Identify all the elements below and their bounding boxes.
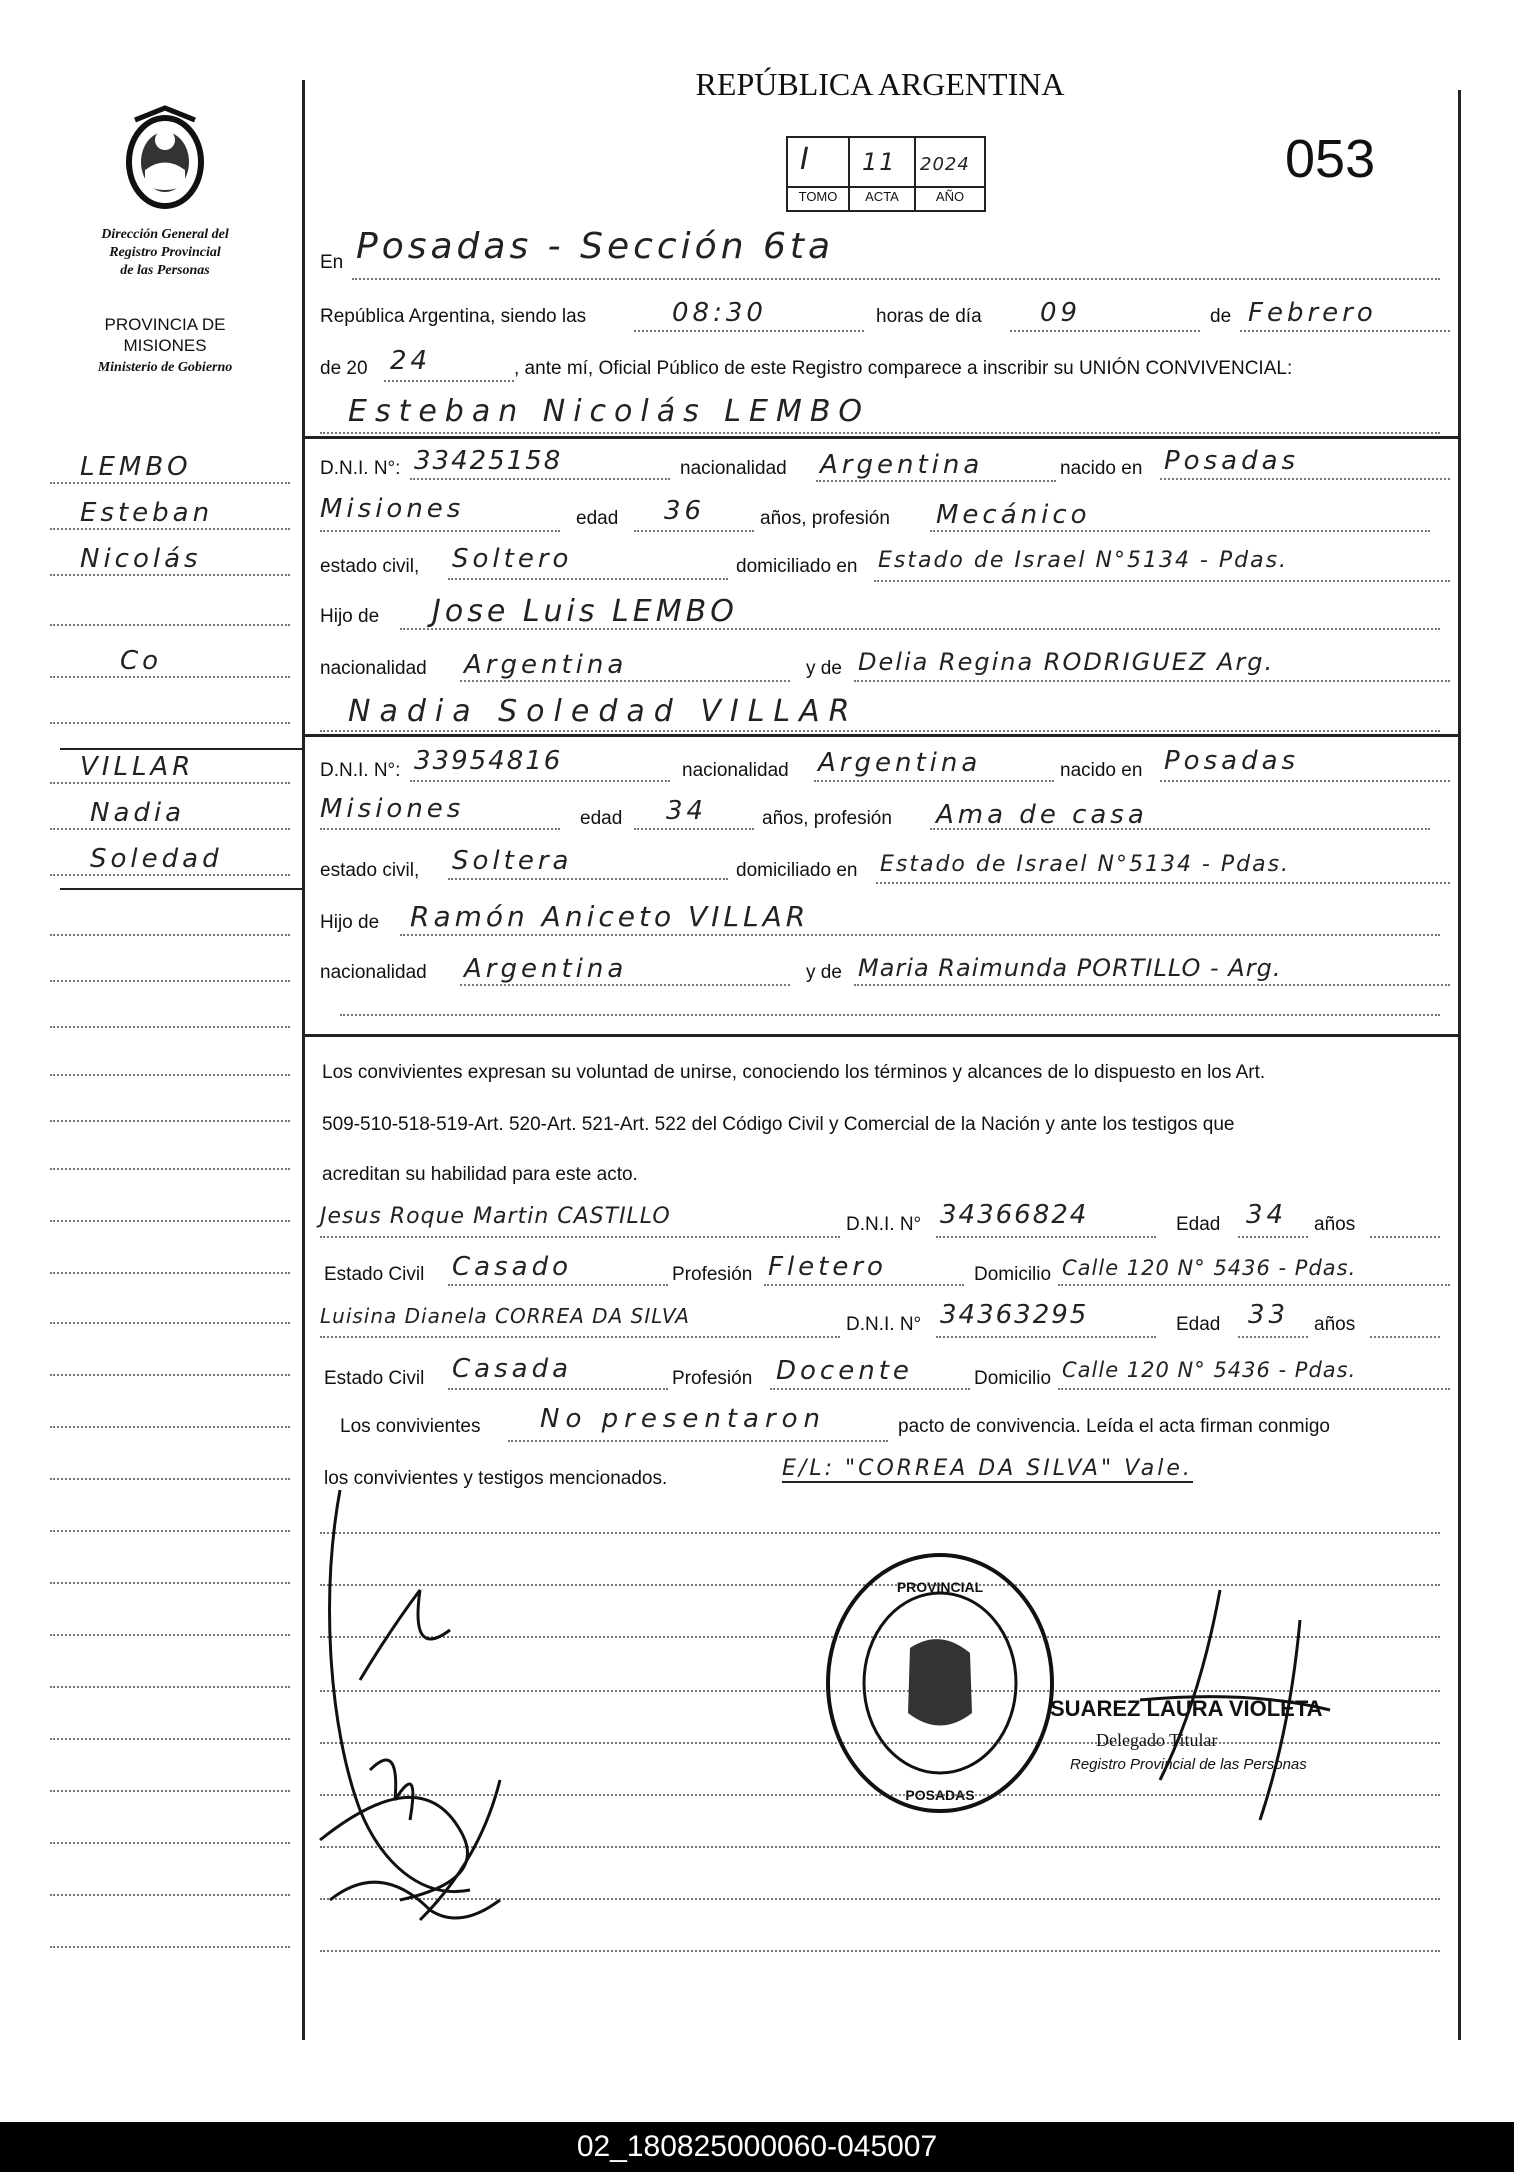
person2-edad-label: edad [580,808,623,829]
person1-mother: Delia Regina RODRIGUEZ Arg. [858,648,1275,676]
tomo-acta-ano-box [786,136,986,212]
person2-address: Estado de Israel N°5134 - Pdas. [880,852,1291,877]
person1-birthplace: Posadas [1164,446,1300,476]
acta-value: 11 [862,148,897,176]
footer-bar [0,2122,1514,2172]
declaration-line3: acreditan su habilidad para este acto. [322,1164,638,1185]
day-field: 09 [1040,298,1082,328]
witness2-dni-label: D.N.I. N° [846,1314,922,1335]
witness1-age: 34 [1246,1200,1288,1230]
person1-age: 36 [664,496,706,526]
witness2-edad-label: Edad [1176,1314,1221,1335]
person1-birthplace2: Misiones [320,494,465,524]
acta-label: ACTA [865,189,899,204]
hour-field: 08:30 [672,298,767,328]
ano-value: 2024 [920,154,970,175]
person2-nac-label: nacionalidad [682,760,789,781]
closing-pact-value: No presentaron [540,1404,827,1434]
person2-father: Ramón Aniceto VILLAR [410,900,810,933]
person2-nationality: Argentina [818,748,982,778]
place-field: Posadas - Sección 6ta [356,226,835,267]
witness2-profession: Docente [776,1356,913,1386]
footer-code: 02_180825000060-045007 [576,2130,938,2163]
person1-profession: Mecánico [936,500,1091,530]
witness1-dni: 34366824 [940,1200,1089,1230]
person1-address: Estado de Israel N°5134 - Pdas. [878,548,1289,573]
witness2-age: 33 [1248,1300,1290,1330]
official-signature [1100,1580,1400,1840]
country-title: REPÚBLICA ARGENTINA [695,66,1065,102]
person2-civil-status: Soltera [452,846,573,876]
official-name: SUAREZ LAURA VIOLETA [1050,1696,1323,1721]
province-line1: PROVINCIA DE [104,315,226,334]
person1-anos-prof-label: años, profesión [760,508,890,529]
horas-label: horas de día [876,306,982,327]
person1-full-name: Esteban Nicolás LEMBO [348,394,871,429]
person1-y-de-label: y de [806,658,842,679]
person2-divider [302,734,1458,737]
sidebar-party1-line3: Nicolás [80,544,202,574]
person1-hijo-label: Hijo de [320,606,380,627]
person2-father-nationality: Argentina [464,954,628,984]
person2-father-nat-label: nacionalidad [320,962,427,983]
month-field: Febrero [1248,298,1377,328]
republica-label: República Argentina, siendo las [320,306,587,327]
right-margin-rule [1458,90,1461,2040]
sidebar-divider [60,748,302,750]
witness1-prof-label: Profesión [672,1264,753,1285]
person1-divider [302,436,1458,439]
witness2-dni: 34363295 [940,1300,1089,1330]
person1-nac-label: nacionalidad [680,458,787,479]
person1-nacido-label: nacido en [1060,458,1143,479]
sidebar-party2-line3: Soledad [90,844,223,874]
agency-line3: de las Personas [120,263,210,278]
person2-full-name: Nadia Soledad VILLAR [348,694,859,729]
year-field: 24 [390,346,432,376]
person1-nationality: Argentina [820,450,984,480]
witness2-estado-label: Estado Civil [324,1368,425,1389]
tomo-label: TOMO [798,189,838,204]
province-name [60,314,270,356]
province-emblem [115,100,215,220]
province-line2: MISIONES [123,336,207,355]
ministry-name: Ministerio de Gobierno [97,360,233,375]
person2-birthplace: Posadas [1164,746,1300,776]
witness2-anos-label: años [1314,1314,1356,1335]
sidebar-party1-line1: LEMBO [80,452,192,482]
witness1-dom-label: Domicilio [974,1264,1052,1285]
person1-civil-status: Soltero [452,544,573,574]
person2-profession: Ama de casa [936,800,1148,830]
registry-stamp [820,1548,1060,1818]
person2-hijo-label: Hijo de [320,912,380,933]
person2-anos-prof-label: años, profesión [762,808,892,829]
person1-father-nat-label: nacionalidad [320,658,427,679]
svg-text:POSADAS: POSADAS [905,1787,975,1803]
signatures-scribble [300,1480,600,1940]
sidebar-party2-line2: Nadia [90,798,186,828]
svg-text:PROVINCIAL: PROVINCIAL [896,1579,984,1595]
witness1-dni-label: D.N.I. N° [846,1214,922,1235]
ano-label: AÑO [935,189,965,204]
sidebar-party2-line1: VILLAR [80,752,195,782]
person1-father-nationality: Argentina [464,650,628,680]
declaration-line1: Los convivientes expresan su voluntad de unirse, conociendo los términos y alcances de lo dispuesto en los Art. [322,1062,1266,1083]
witness1-name: Jesus Roque Martin CASTILLO [320,1204,671,1229]
en-label: En [320,252,344,273]
witness2-name: Luisina Dianela CORREA DA SILVA [320,1304,690,1328]
agency-name [60,226,270,280]
witness2-civil-status: Casada [452,1354,573,1384]
closing-line2: los convivientes y testigos mencionados. [324,1468,668,1489]
agency-line1: Dirección General del [101,227,229,242]
person2-mother: Maria Raimunda PORTILLO - Arg. [858,954,1282,982]
closing-pact-text: pacto de convivencia. Leída el acta firman conmigo [898,1416,1330,1437]
agency-line2: Registro Provincial [109,245,221,260]
person2-birthplace2: Misiones [320,794,465,824]
person2-dni-label: D.N.I. N°: [320,760,401,781]
tomo-value: I [800,142,813,177]
act-number: 053 [1285,129,1376,189]
witness2-prof-label: Profesión [672,1368,753,1389]
witness1-estado-label: Estado Civil [324,1264,425,1285]
person1-father: Jose Luis LEMBO [432,594,738,629]
sidebar-party1-line5: Co [120,646,163,676]
official-org: Registro Provincial de las Personas [1070,1756,1307,1773]
person1-edad-label: edad [576,508,619,529]
sidebar-party1-line2: Esteban [80,498,214,528]
de-label: de [1210,306,1232,327]
person2-domic-label: domiciliado en [736,860,858,881]
person2-age: 34 [666,796,708,826]
person2-dni: 33954816 [414,746,563,776]
person2-y-de-label: y de [806,962,842,983]
closing-conv-label: Los convivientes [340,1416,481,1437]
person1-dni: 33425158 [414,446,563,476]
witness1-civil-status: Casado [452,1252,572,1282]
person1-dni-label: D.N.I. N°: [320,458,401,479]
person1-domic-label: domiciliado en [736,556,858,577]
declaration-line2: 509-510-518-519-Art. 520-Art. 521-Art. 522 del Código Civil y Comercial de la Nación y ante los testigos que [322,1114,1235,1135]
witness1-anos-label: años [1314,1214,1356,1235]
ante-text: , ante mí, Oficial Público de este Registro comparece a inscribir su UNIÓN CONVIVENCIAL: [514,358,1293,379]
person1-estado-label: estado civil, [320,556,420,577]
official-title: Delegado Titular [1096,1730,1218,1750]
year-label: de 20 [320,358,368,379]
closing-correction: E/L: "CORREA DA SILVA" Vale. [782,1456,1193,1481]
person2-nacido-label: nacido en [1060,760,1143,781]
person2-estado-label: estado civil, [320,860,420,881]
declaration-divider [302,1034,1458,1037]
witness1-address: Calle 120 N° 5436 - Pdas. [1062,1256,1357,1280]
witness1-profession: Fletero [768,1252,887,1282]
witness1-edad-label: Edad [1176,1214,1221,1235]
witness2-address: Calle 120 N° 5436 - Pdas. [1062,1358,1357,1382]
witness2-dom-label: Domicilio [974,1368,1052,1389]
